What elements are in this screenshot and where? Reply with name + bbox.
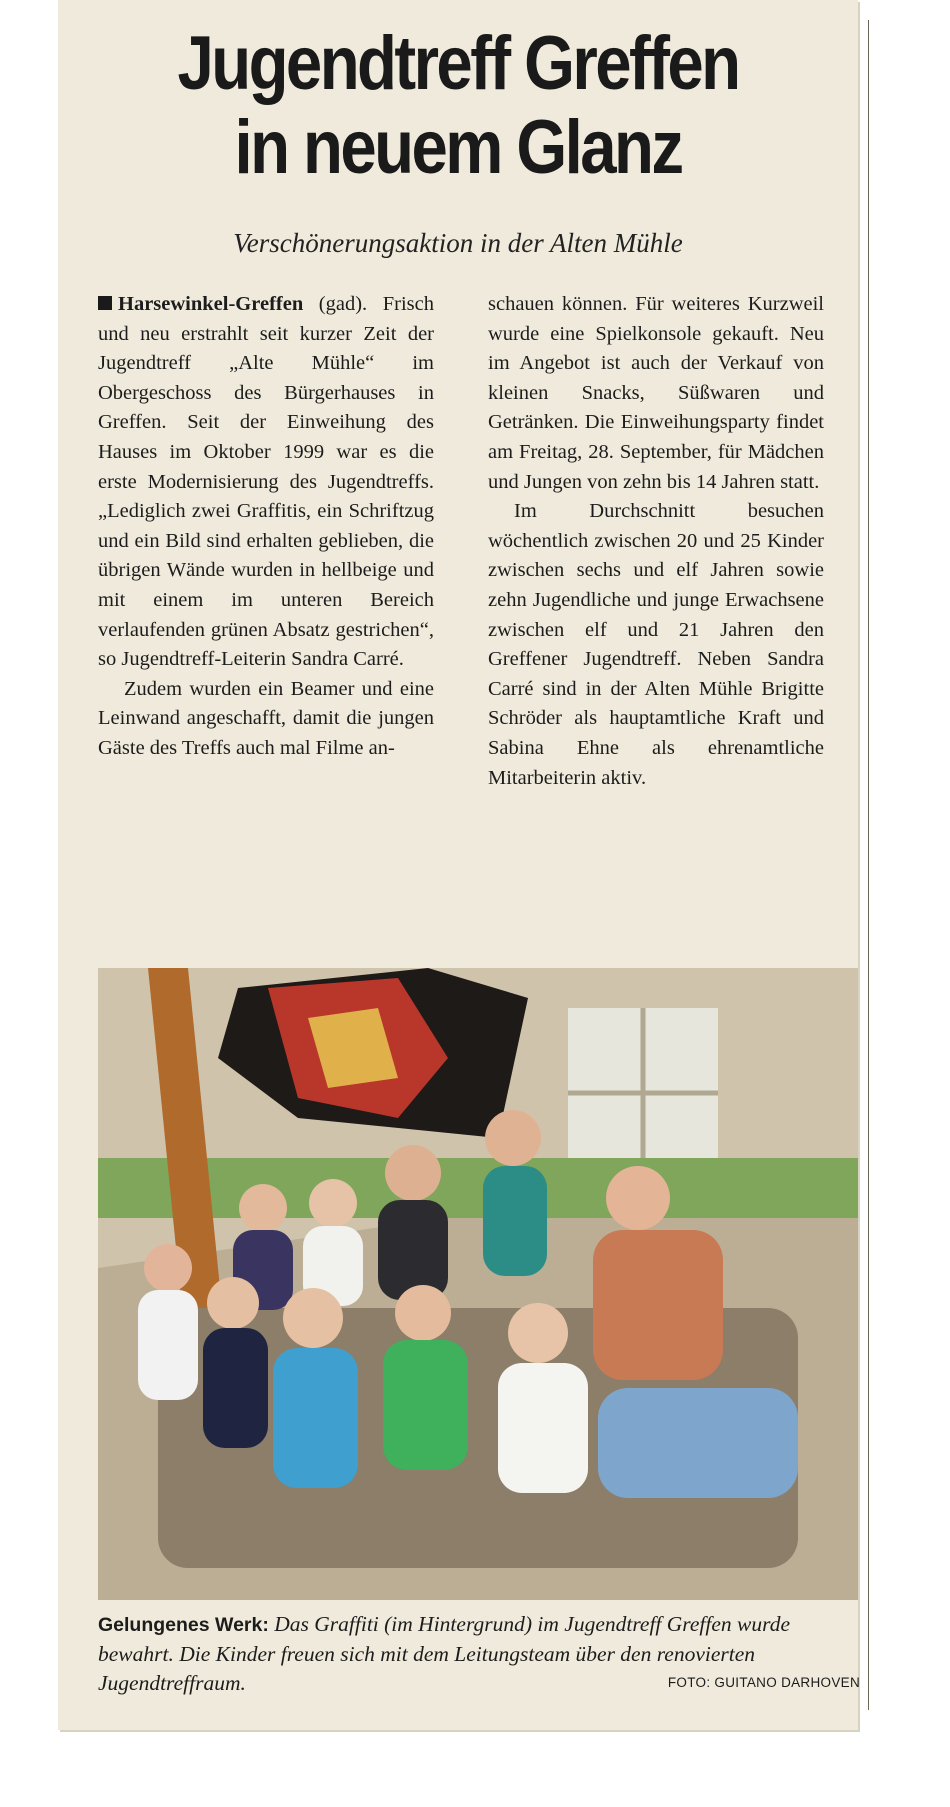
- caption-label: Gelungenes Werk:: [98, 1614, 269, 1636]
- paragraph-2-start: Zudem wurden ein Beamer und eine Leinwand angeschafft, damit die jungen Gäste des Treffs auch mal Filme an-: [98, 677, 434, 759]
- column-rule: [868, 20, 869, 1710]
- article-photo: [98, 968, 858, 1600]
- lead-text: (gad). Frisch und neu erstrahlt seit kurzer Zeit der Jugendtreff „Alte Mühle“ im Obergeschoss des Bürgerhauses in Greffen. Seit der Einweihung des Hauses im Oktober 1999 war es die erste Modernisierung des Jugendtreffs. „Lediglich zwei Graffitis, ein Schriftzug und ein Bild sind erhalten geblieben, die übrigen Wände wurden in hellbeige und mit einem im unteren Bereich verlaufenden grünen Absatz gestrichen“, so Jugendtreff-Leiterin Sandra Carré.: [98, 293, 434, 671]
- photo-credit: FOTO: GUITANO DARHOVEN: [667, 1675, 860, 1690]
- location-bullet-icon: [98, 296, 112, 310]
- headline-line-1: Jugendtreff Greffen: [177, 21, 739, 106]
- newspaper-clipping: [58, 0, 858, 1730]
- headline: [114, 22, 802, 190]
- group-photo-illustration: [98, 968, 858, 1600]
- headline-line-2: in neuem Glanz: [234, 105, 682, 190]
- dateline-location: Harsewinkel-Greffen: [118, 293, 304, 315]
- paragraph-2-continued: schauen können. Für weiteres Kurzweil wurde eine Spielkonsole gekauft. Neu im Angebot ist auch der Verkauf von kleinen Snacks, Süßwaren und Getränken. Die Einweihungsparty findet am Freitag, 28. September, für Mädchen und Jungen von zehn bis 14 Jahren statt.: [488, 293, 824, 493]
- photo-caption: [98, 1610, 860, 1698]
- article-column-right: [488, 290, 824, 793]
- caption-text: Das Graffiti (im Hintergrund) im Jugendtreff Greffen wurde bewahrt. Die Kinder freuen sich mit dem Leitungsteam über den renovierten Jugendtreffraum.: [98, 1612, 790, 1695]
- paragraph-3: Im Durchschnitt besuchen wöchentlich zwischen 20 und 25 Kinder zwischen sechs und elf Jahren sowie zehn Jugendliche und junge Erwachsene zwischen elf und 21 Jahren den Greffener Jugendtreff. Neben Sandra Carré sind in der Alten Mühle Brigitte Schröder als hauptamtliche Kraft und Sabina Ehne als ehrenamtliche Mitarbeiterin aktiv.: [488, 500, 824, 789]
- article-column-left: [98, 290, 434, 764]
- lead-paragraph: [98, 290, 434, 675]
- subheadline: Verschönerungsaktion in der Alten Mühle: [233, 228, 683, 258]
